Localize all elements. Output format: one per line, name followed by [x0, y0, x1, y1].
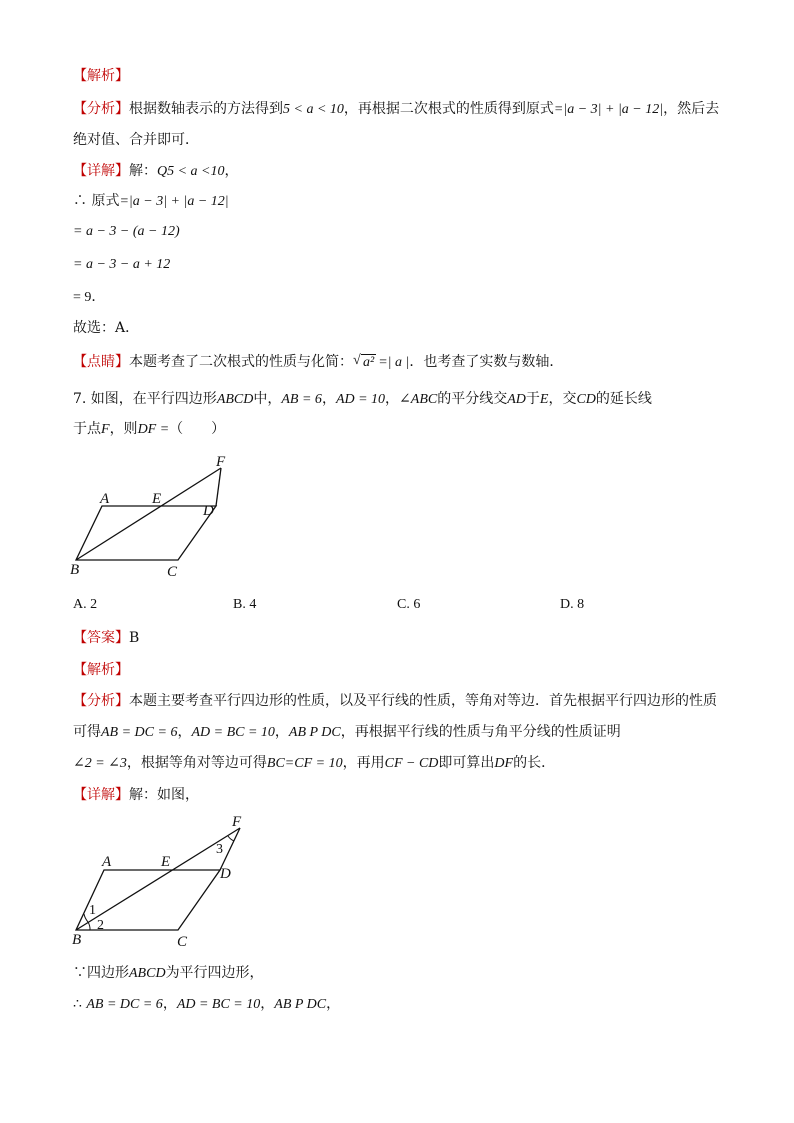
- parallelogram-figure-1: [60, 452, 260, 584]
- label-d-2: D: [220, 866, 231, 882]
- angle-label-1: 1: [89, 903, 96, 918]
- detail-line-1: 【详解】解：Q5 < a <10，: [73, 163, 239, 179]
- question-7-line-2: 于点F，则DF =（ ）: [73, 421, 226, 437]
- angle-arc-f: [228, 836, 234, 841]
- label-a-2: A: [102, 854, 112, 870]
- choice-line: 故选：A．: [73, 320, 140, 336]
- question-7-line-1: 7. 如图，在平行四边形ABCD中，AB = 6，AD = 10，∠ABC的平分线交AD于E，交CD的延长线: [73, 391, 652, 407]
- step-2: = a − 3 − (a − 12): [73, 224, 180, 239]
- parallelogram-abcd: [76, 506, 216, 560]
- proof-line-1: ∵四边形ABCD为平行四边形，: [73, 965, 264, 981]
- answer-analysis-line-2: 可得AB = DC = 6，AD = BC = 10，AB P DC，再根据平行线的性质与角平分线的性质证明: [73, 724, 621, 740]
- step-1: ∴ 原式=|a − 3| + |a − 12|: [73, 193, 229, 209]
- answer-line: 【答案】B: [73, 630, 140, 646]
- label-c: C: [167, 564, 178, 580]
- jiexi-heading-1: 【解析】: [73, 68, 129, 84]
- option-c: C. 6: [397, 597, 421, 612]
- angle-label-2: 2: [97, 918, 104, 933]
- step-3: = a − 3 − a + 12: [73, 257, 171, 272]
- step-4: = 9．: [73, 289, 106, 305]
- proof-line-2: ∴ AB = DC = 6，AD = BC = 10，AB P DC，: [73, 996, 341, 1012]
- label-e: E: [152, 491, 162, 507]
- label-b-2: B: [72, 932, 82, 948]
- answer-analysis-line-3: ∠2 = ∠3，根据等角对等边可得BC=CF = 10，再用CF − CD即可算出DF的长．: [73, 755, 556, 771]
- analysis-line-1: 【分析】根据数轴表示的方法得到5 < a < 10，再根据二次根式的性质得到原式=|a − 3| + |a − 12|，然后去: [73, 101, 720, 117]
- label-e-2: E: [161, 854, 171, 870]
- label-c-2: C: [177, 934, 188, 950]
- angle-arc-b: [88, 922, 90, 930]
- label-d: D: [203, 503, 214, 519]
- option-a: A. 2: [73, 597, 98, 612]
- sqrt-expression: √ a²: [353, 353, 375, 370]
- answer-analysis-line-1: 【分析】本题主要考查平行四边形的性质，以及平行线的性质，等角对等边．首先根据平行四边形的性质: [73, 693, 717, 709]
- option-b: B. 4: [233, 597, 257, 612]
- option-d: D. 8: [560, 597, 585, 612]
- label-f-2: F: [232, 814, 242, 830]
- parallelogram-figure-2: [60, 810, 270, 950]
- angle-label-3: 3: [216, 842, 223, 857]
- label-b: B: [70, 562, 80, 578]
- angle-arc-b-upper: [84, 914, 88, 922]
- answer-detail-line: 【详解】解：如图，: [73, 787, 199, 803]
- jiexi-heading-2: 【解析】: [73, 662, 129, 678]
- analysis-line-2: 绝对值、合并即可．: [73, 132, 199, 148]
- label-a: A: [100, 491, 110, 507]
- extension-line-df: [216, 468, 221, 506]
- key-point-line: 【点睛】本题考查了二次根式的性质与化简： √ a² =| a |．也考查了实数与数轴．: [73, 352, 563, 373]
- label-f: F: [216, 454, 226, 470]
